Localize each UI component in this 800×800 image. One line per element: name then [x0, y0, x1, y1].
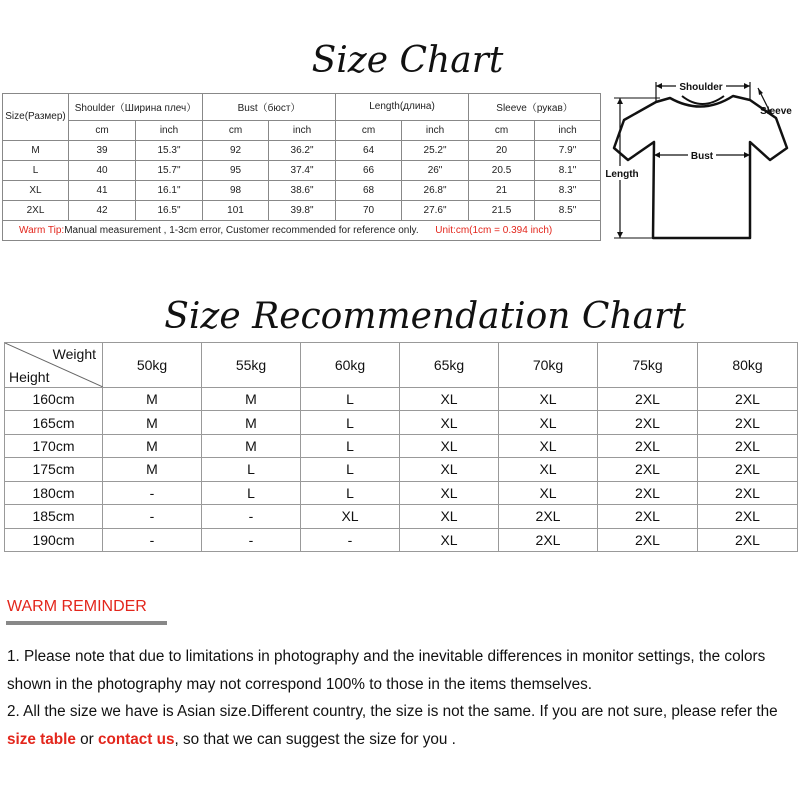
- size-cell: -: [202, 505, 301, 528]
- recommendation-row: [5, 434, 798, 457]
- cell: 64: [336, 140, 402, 160]
- recommendation-row: [5, 481, 798, 504]
- size-cell: XL: [400, 434, 499, 457]
- reminder-underline: [6, 621, 167, 625]
- cell: 39.8": [269, 200, 336, 220]
- recommendation-row: [5, 458, 798, 481]
- unit-cell: cm: [336, 120, 402, 140]
- size-cell: XL: [499, 411, 598, 434]
- recommendation-table: [4, 342, 798, 552]
- cell: 26.8": [402, 180, 469, 200]
- size-cell: 2XL: [698, 434, 798, 457]
- cell: 39: [69, 140, 136, 160]
- size-cell: M: [103, 388, 202, 411]
- reminder-paragraph-2: [7, 698, 797, 754]
- cell: L: [3, 160, 69, 180]
- size-cell: XL: [400, 411, 499, 434]
- size-chart-title: Size Chart: [311, 40, 504, 81]
- size-cell: -: [301, 528, 400, 551]
- size-cell: XL: [400, 528, 499, 551]
- weight-header: 60kg: [301, 343, 400, 388]
- height-cell: 160cm: [5, 388, 103, 411]
- size-cell: 2XL: [499, 528, 598, 551]
- height-cell: 170cm: [5, 434, 103, 457]
- size-cell: -: [202, 528, 301, 551]
- size-cell: XL: [400, 481, 499, 504]
- size-cell: 2XL: [598, 434, 698, 457]
- height-cell: 190cm: [5, 528, 103, 551]
- size-chart-table: [2, 93, 601, 241]
- size-cell: L: [301, 481, 400, 504]
- unit-cell: cm: [69, 120, 136, 140]
- size-cell: 2XL: [598, 458, 698, 481]
- cell: 92: [203, 140, 269, 160]
- reminder-paragraph-1: 1. Please note that due to limitations in photography and the inevitable differences in monitor settings, the colors shown in the photography may not correspond 100% to those in the items themselves.: [7, 648, 766, 693]
- size-cell: 2XL: [499, 505, 598, 528]
- cell: 41: [69, 180, 136, 200]
- p2-text: or: [75, 731, 98, 748]
- size-cell: L: [301, 458, 400, 481]
- weight-height-corner: [5, 343, 103, 388]
- size-header: Size(Размер): [3, 94, 69, 141]
- cell: 66: [336, 160, 402, 180]
- size-cell: XL: [499, 481, 598, 504]
- height-label: Height: [9, 369, 50, 385]
- unit-cell: inch: [269, 120, 336, 140]
- shoulder-header: Shoulder（Ширина плеч）: [69, 94, 203, 121]
- size-cell: XL: [400, 505, 499, 528]
- size-cell: 2XL: [698, 505, 798, 528]
- unit-cell: inch: [402, 120, 469, 140]
- cell: 27.6": [402, 200, 469, 220]
- size-cell: XL: [400, 458, 499, 481]
- size-cell: 2XL: [598, 388, 698, 411]
- bust-header: Bust（бюст）: [203, 94, 336, 121]
- weight-header: 75kg: [598, 343, 698, 388]
- cell: 68: [336, 180, 402, 200]
- unit-cell: cm: [469, 120, 535, 140]
- cell: 15.3": [136, 140, 203, 160]
- weight-header: 65kg: [400, 343, 499, 388]
- sleeve-label: Sleeve: [760, 106, 792, 117]
- size-chart-note: [3, 220, 601, 240]
- size-cell: -: [103, 481, 202, 504]
- size-cell: -: [103, 505, 202, 528]
- recommendation-row: [5, 388, 798, 411]
- cell: 15.7": [136, 160, 203, 180]
- height-cell: 185cm: [5, 505, 103, 528]
- size-cell: 2XL: [698, 458, 798, 481]
- size-cell: M: [202, 411, 301, 434]
- recommendation-row: [5, 528, 798, 551]
- cell: 8.5": [535, 200, 601, 220]
- shoulder-label: Shoulder: [679, 82, 723, 93]
- weight-header: 55kg: [202, 343, 301, 388]
- cell: XL: [3, 180, 69, 200]
- cell: 8.1": [535, 160, 601, 180]
- size-row: [3, 200, 601, 220]
- cell: 42: [69, 200, 136, 220]
- size-cell: L: [301, 388, 400, 411]
- contact-us-link[interactable]: contact us: [97, 731, 175, 748]
- size-row: [3, 140, 601, 160]
- weight-label: Weight: [52, 346, 96, 362]
- tshirt-measurement-figure: [600, 76, 800, 248]
- unit-cell: inch: [136, 120, 203, 140]
- weight-header: 80kg: [698, 343, 798, 388]
- sleeve-header: Sleeve（рукав）: [469, 94, 601, 121]
- cell: 16.5": [136, 200, 203, 220]
- cell: 101: [203, 200, 269, 220]
- size-cell: XL: [499, 388, 598, 411]
- size-cell: 2XL: [598, 411, 698, 434]
- size-cell: XL: [301, 505, 400, 528]
- unit-cell: inch: [535, 120, 601, 140]
- size-cell: M: [103, 458, 202, 481]
- cell: 2XL: [3, 200, 69, 220]
- size-table-link[interactable]: size table: [7, 731, 76, 748]
- unit-cell: cm: [203, 120, 269, 140]
- warm-reminder-title: WARM REMINDER: [7, 598, 147, 615]
- size-cell: M: [202, 434, 301, 457]
- length-label: Length: [605, 169, 639, 180]
- height-cell: 180cm: [5, 481, 103, 504]
- cell: 36.2": [269, 140, 336, 160]
- size-cell: L: [202, 481, 301, 504]
- recommendation-row: [5, 505, 798, 528]
- cell: 7.9": [535, 140, 601, 160]
- size-cell: M: [202, 388, 301, 411]
- cell: 95: [203, 160, 269, 180]
- size-cell: M: [103, 411, 202, 434]
- cell: 38.6": [269, 180, 336, 200]
- cell: 20.5: [469, 160, 535, 180]
- warm-tip-label: Warm Tip:: [19, 224, 65, 236]
- unit-note: Unit:cm(1cm = 0.394 inch): [435, 224, 553, 236]
- cell: 26": [402, 160, 469, 180]
- size-cell: L: [202, 458, 301, 481]
- size-cell: 2XL: [598, 528, 698, 551]
- size-row: [3, 160, 601, 180]
- size-row: [3, 180, 601, 200]
- cell: 8.3": [535, 180, 601, 200]
- size-cell: L: [301, 411, 400, 434]
- p2-text: 2. All the size we have is Asian size.Different country, the size is not the same. If you are not sure, please refer the: [7, 703, 778, 720]
- height-cell: 175cm: [5, 458, 103, 481]
- height-cell: 165cm: [5, 411, 103, 434]
- size-cell: 2XL: [698, 411, 798, 434]
- warm-tip-text: Manual measurement , 1-3cm error, Customer recommended for reference only.: [64, 224, 419, 236]
- size-cell: M: [103, 434, 202, 457]
- recommendation-row: [5, 411, 798, 434]
- cell: 98: [203, 180, 269, 200]
- weight-header: 70kg: [499, 343, 598, 388]
- cell: 20: [469, 140, 535, 160]
- cell: 40: [69, 160, 136, 180]
- cell: 25.2": [402, 140, 469, 160]
- cell: 21.5: [469, 200, 535, 220]
- recommendation-title: Size Recommendation Chart: [164, 296, 686, 337]
- size-cell: 2XL: [598, 481, 698, 504]
- cell: 21: [469, 180, 535, 200]
- size-cell: 2XL: [698, 388, 798, 411]
- cell: 16.1": [136, 180, 203, 200]
- size-cell: 2XL: [698, 528, 798, 551]
- size-cell: 2XL: [698, 481, 798, 504]
- length-header: Length(длина): [336, 94, 469, 121]
- cell: 37.4": [269, 160, 336, 180]
- weight-header: 50kg: [103, 343, 202, 388]
- bust-label: Bust: [690, 151, 714, 162]
- size-cell: L: [301, 434, 400, 457]
- p2-text: , so that we can suggest the size for you .: [174, 731, 456, 748]
- size-cell: XL: [499, 458, 598, 481]
- size-cell: -: [103, 528, 202, 551]
- size-cell: XL: [400, 388, 499, 411]
- cell: 70: [336, 200, 402, 220]
- size-cell: XL: [499, 434, 598, 457]
- cell: M: [3, 140, 69, 160]
- size-cell: 2XL: [598, 505, 698, 528]
